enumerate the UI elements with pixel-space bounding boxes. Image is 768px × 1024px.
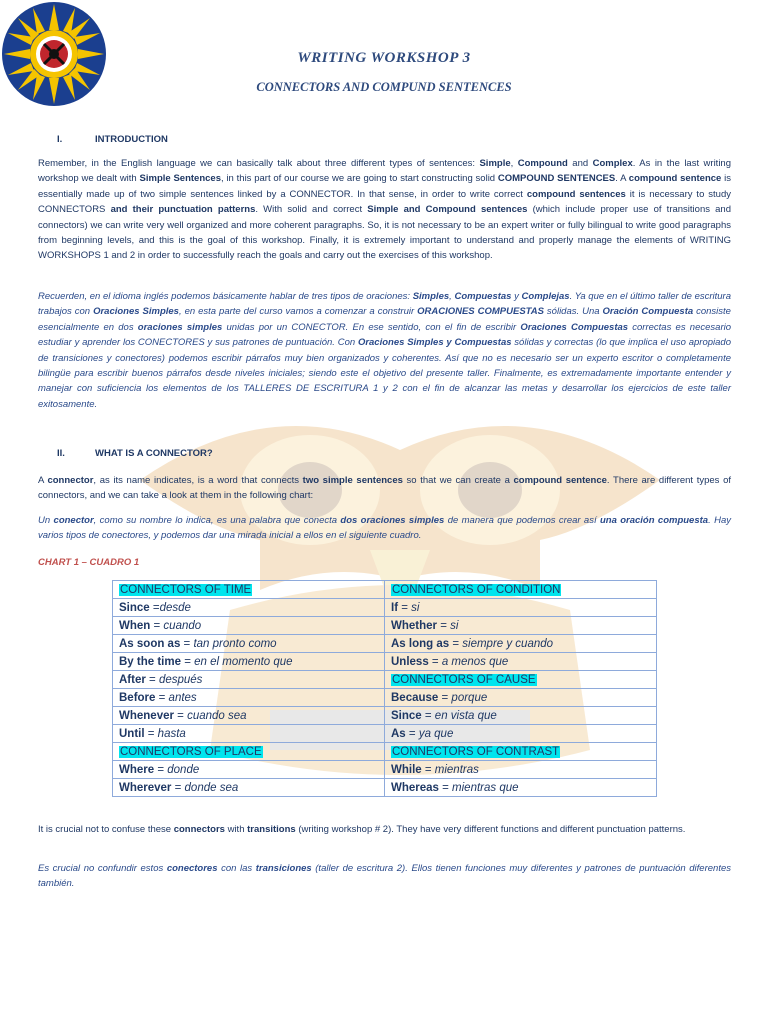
table-cell [385,635,657,653]
connector-spanish: cuando sea [187,709,247,722]
equals-sign: = [180,637,194,650]
text-run: unidas por un CONECTOR. En ese sentido, con el fin de escribir [222,321,521,333]
bold-text-run: compound sentence [628,173,722,185]
bold-text-run: Oraciones Simples y Compuestas [357,337,512,349]
equals-sign: = [150,619,164,632]
connector-english: Whether [391,619,437,632]
connector-spanish: después [158,673,203,686]
text-run: . With solid and correct [255,204,368,216]
connectors-table [112,580,657,797]
text-run: it is necessary to study CONNECTORS [38,188,731,216]
table-cell [113,761,385,779]
table-row [113,635,657,653]
table-cell [385,707,657,725]
connector-spanish: desde [159,601,191,614]
text-run: with [224,824,248,835]
table-cell [113,653,385,671]
connector-english: Because [391,691,439,704]
section-title: WHAT IS A CONNECTOR? [95,448,213,459]
equals-sign: = [171,781,185,794]
equals-sign: = [421,709,435,722]
table-category-header [385,581,657,599]
text-run: , como su nombre lo indica, es una palabra que conecta [93,515,341,526]
table-row [113,671,657,689]
text-run: (which include proper use of transitions and connectors) we can write very well organized and more coherent paragraphs. So, it is not necessary to be an expert writer or fully bilingual to write good paragraphs from beginning levels, and this is the goal of this workshop. Finally, it is extremely important to understand and properly manage the elements of WRITING WORKSHOPS 1 and 2 in order to successfully reach the goals and carry out the exercises of this workshop. [38,204,731,262]
bold-text-run: compound sentence [513,475,607,486]
connector-spanish: si [411,601,420,614]
table-cell [113,725,385,743]
table-row [113,707,657,725]
connector-english: When [119,619,151,632]
connector-english: Whenever [119,709,174,722]
table-cell [113,599,385,617]
text-run: (writing workshop # 2). They have very different functions and different punctuation patterns. [295,824,686,835]
text-run: A [38,475,48,486]
section-heading-introduction [57,134,168,145]
connector-spanish: cuando [163,619,202,632]
table-cell [113,779,385,797]
text-run: . As in the last writing workshop we dealt with [38,158,731,185]
equals-sign: = [155,691,169,704]
connector-spanish: donde sea [184,781,239,794]
connector-spanish: en vista que [434,709,497,722]
equals-sign: = [181,655,195,668]
paragraph-intro-spanish [38,289,731,412]
table-row [113,653,657,671]
bold-text-run: Simples [412,291,450,302]
table-cell [113,635,385,653]
section-heading-connector [57,448,213,459]
table-cell [385,761,657,779]
table-row [113,743,657,761]
text-run: correctas es necesario estudiar y aprender los CONECTORES y sus patrones de puntuación. Con [38,321,732,349]
text-run: de manera que podemos crear así [444,515,600,526]
table-cell [113,689,385,707]
text-run: , as its name indicates, is a word that connects [93,475,303,486]
bold-text-run: oraciones simples [137,321,223,333]
table-category-header [113,743,385,761]
connector-english: As long as [391,637,450,650]
connector-english: If [391,601,399,614]
connector-english: While [391,763,422,776]
bold-text-run: dos oraciones simples [340,515,445,526]
section-title: INTRODUCTION [95,134,168,145]
connector-english: Where [119,763,155,776]
text-run: , [449,291,455,302]
equals-sign: = [145,673,159,686]
connector-english: Since [391,709,422,722]
table-row [113,581,657,599]
connector-spanish: mientras [434,763,479,776]
text-run: Remember, in the English language we can basically talk about three different types of sentences: [38,158,480,169]
bold-text-run: transitions [247,824,296,835]
table-cell [385,779,657,797]
equals-sign: = [421,763,435,776]
bold-text-run: conectores [166,863,218,874]
paragraph-connector-english [38,473,731,504]
table-row [113,599,657,617]
connector-english: After [119,673,146,686]
text-run: , in this part of our course we are going to start constructing solid [221,173,498,185]
text-run: so that we can create a [402,475,514,486]
table-row [113,725,657,743]
bold-text-run: Oraciones Simples [93,306,179,318]
text-run: . Hay varios tipos de conectores, y podemos dar una mirada inicial a ellos en el siguiente cuadro. [38,515,731,542]
text-run: sólidas. Una [543,306,603,318]
equals-sign: = [438,781,453,794]
bold-text-run: connector [47,475,94,486]
category-label: CONNECTORS OF TIME [120,583,252,596]
bold-text-run: COMPOUND SENTENCES [497,173,616,185]
paragraph-crucial-english [38,822,731,837]
category-label: CONNECTORS OF CAUSE [392,673,536,686]
text-run: is essentially made up of two simple sentences linked by a CONNECTOR. In that sense, in order to write correct [38,173,731,200]
connector-english: As [391,727,406,740]
table-row [113,779,657,797]
bold-text-run: conector [53,515,94,526]
connector-english: Whereas [391,781,439,794]
equals-sign: = [144,727,158,740]
connector-spanish: donde [167,763,200,776]
text-run: . A [615,173,629,185]
equals-sign: = [173,709,188,722]
paragraph-crucial-spanish [38,861,731,892]
bold-text-run: Simple and Compound sentences [367,204,528,216]
bold-text-run: Oraciones Compuestas [520,321,629,333]
table-cell [385,599,657,617]
connector-spanish: hasta [157,727,186,740]
connector-spanish: si [450,619,459,632]
text-run: , [510,158,518,169]
equals-sign: = [154,763,168,776]
connector-spanish: tan pronto como [193,637,277,650]
connector-english: Before [119,691,156,704]
connector-spanish: ya que [418,727,454,740]
connector-english: Wherever [119,781,172,794]
bold-text-run: Compound [517,158,568,169]
equals-sign: = [428,655,442,668]
text-run: y [511,291,522,302]
table-cell [113,671,385,689]
table-cell [113,707,385,725]
bold-text-run: connectors [173,824,225,835]
chart-label: CHART 1 – CUADRO 1 [38,557,140,568]
connector-spanish: siempre y cuando [462,637,554,650]
table-cell [385,653,657,671]
bold-text-run: Complex [592,158,633,169]
connector-english: Unless [391,655,429,668]
bold-text-run: Compuestas [454,291,512,302]
bold-text-run: Simple Sentences [139,173,221,185]
table-cell [385,725,657,743]
equals-sign: = [437,619,451,632]
bold-text-run: and their punctuation patterns [110,204,256,216]
category-label: CONNECTORS OF CONDITION [392,583,561,596]
equals-sign: = [405,727,419,740]
bold-text-run: compound sentences [526,188,626,200]
connector-spanish: antes [168,691,197,704]
equals-sign: = [398,601,412,614]
connector-spanish: a menos que [441,655,509,668]
connector-english: By the time [119,655,181,668]
section-number: II. [57,448,65,459]
text-run: (taller de escritura 2). Ellos tienen funciones muy diferentes y patrones de puntuación diferentes también. [38,863,731,890]
table-category-header [113,581,385,599]
category-label: CONNECTORS OF PLACE [120,745,262,758]
category-label: CONNECTORS OF CONTRAST [392,745,560,758]
text-run: sólidas y correctas (lo que implica el uso apropiado de transiciones y conectores) podemos escribir párrafos muy bien organizados y coherentes. Así que no es necesario ser un experto escritor o completamente bilingüe para escribir buenos párrafos desde niveles iniciales; siendo este el objetivo del presente taller. Finalmente, es extremadamente importante entender y manejar con suficiencia los elementos de los TALLERES DE ESCRITURA 1 y 2 con el fin de alcanzar las metas y desarrollar los ejercicios de este taller exitosamente. [38,337,731,410]
connector-english: Since [119,601,150,614]
text-run: . Ya que en el último taller de escritura trabajos con [38,291,732,318]
table-category-header [385,743,657,761]
text-run: . There are different types of connectors, and we can take a look at them in the following chart: [38,475,732,502]
document-title: WRITING WORKSHOP 3 [297,50,471,66]
text-run: Es crucial no confundir estos [38,863,167,874]
document-subtitle: CONNECTORS AND COMPUND SENTENCES [256,80,512,94]
text-run: consiste esencialmente en dos [38,306,731,333]
text-run: con las [217,863,256,874]
bold-text-run: two simple sentences [302,475,403,486]
connector-spanish: porque [451,691,488,704]
text-run: Recuerden, en el idioma inglés podemos básicamente hablar de tres tipos de oraciones: [38,291,413,302]
connector-spanish: mientras que [452,781,519,794]
text-run: , en esta parte del curso vamos a comenzar a construir [178,306,418,318]
text-run: It is crucial not to confuse these [38,824,174,835]
table-row [113,689,657,707]
text-run: and [567,158,593,169]
text-run: Un [38,515,54,526]
bold-text-run: Simple [479,158,511,169]
table-cell [385,617,657,635]
table-category-header [385,671,657,689]
paragraph-intro-english [38,156,731,264]
connector-english: Until [119,727,145,740]
equals-sign: = [149,601,160,614]
bold-text-run: ORACIONES COMPUESTAS [417,306,544,318]
table-row [113,761,657,779]
bold-text-run: Oración Compuesta [602,306,694,318]
connector-english: As soon as [119,637,181,650]
equals-sign: = [449,637,463,650]
equals-sign: = [438,691,452,704]
table-cell [113,617,385,635]
bold-text-run: Complejas [521,291,570,302]
table-row [113,617,657,635]
connector-spanish: en el momento que [194,655,293,668]
table-cell [385,689,657,707]
paragraph-connector-spanish [38,513,731,544]
bold-text-run: una oración compuesta [599,515,709,526]
bold-text-run: transiciones [255,863,312,874]
section-number: I. [57,134,63,145]
